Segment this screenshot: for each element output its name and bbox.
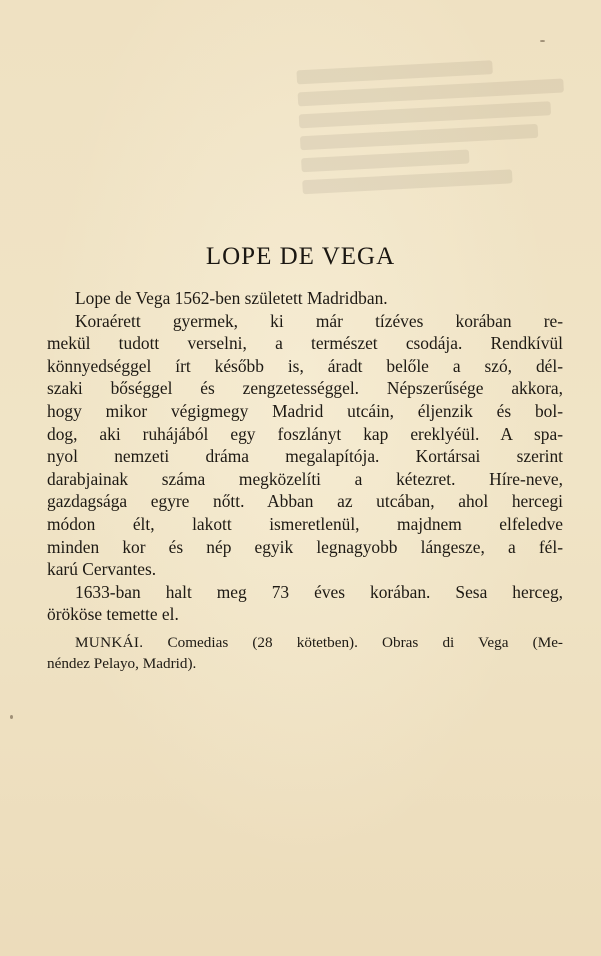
chapter-title: LOPE DE VEGA — [205, 243, 396, 270]
text-line: Lope de Vega 1562-ben született Madridban. — [75, 288, 388, 308]
paragraph — [47, 287, 563, 581]
works-label: MUNKÁI. — [75, 634, 144, 651]
works-text: Comedias (28 kötetben). Obras di Vega (Me- — [167, 634, 563, 651]
text-line: darabjainak száma megközelíti a kétezret. Híre-neve, — [47, 468, 563, 489]
paragraph — [47, 581, 563, 626]
text-line: mekül tudott verselni, a természet csodája. Rendkívül — [47, 333, 563, 354]
text-line — [47, 633, 563, 654]
text-line: néndez Pelayo, Madrid). — [47, 654, 197, 672]
paper-speck — [10, 715, 13, 719]
text-line: módon élt, lakott ismeretlenül, majdnem elfeledve — [47, 513, 563, 534]
text-line: Koraérett gyermek, ki már tízéves korában re- — [75, 310, 563, 331]
text-line: karú Cervantes. — [47, 559, 157, 580]
text-line: dog, aki ruhájából egy foszlányt kap ereklyéül. A spa- — [47, 423, 563, 444]
works-note — [47, 633, 563, 674]
paper-speck — [540, 40, 545, 42]
text-line: 1633-ban halt meg 73 éves korában. Sesa herceg, — [75, 581, 563, 602]
text-line: minden kor és nép egyik legnagyobb lángesze, a fél- — [47, 536, 563, 557]
bleed-through-text — [296, 48, 584, 222]
text-line: gazdagsága egyre nőtt. Abban az utcában, ahol hercegi — [47, 491, 563, 512]
text-line: könnyedséggel írt később is, áradt belőle a szó, dél- — [47, 355, 563, 376]
text-line: hogy mikor végigmegy Madrid utcáin, éljenzik és bol- — [47, 400, 563, 421]
text-line: nyol nemzeti dráma megalapítója. Kortársai szerint — [47, 446, 563, 467]
text-line: örököse temette el. — [47, 604, 179, 625]
biography-text — [47, 287, 563, 626]
text-line: szaki bőséggel és zengzetességgel. Népszerűsége akkora, — [47, 378, 563, 399]
